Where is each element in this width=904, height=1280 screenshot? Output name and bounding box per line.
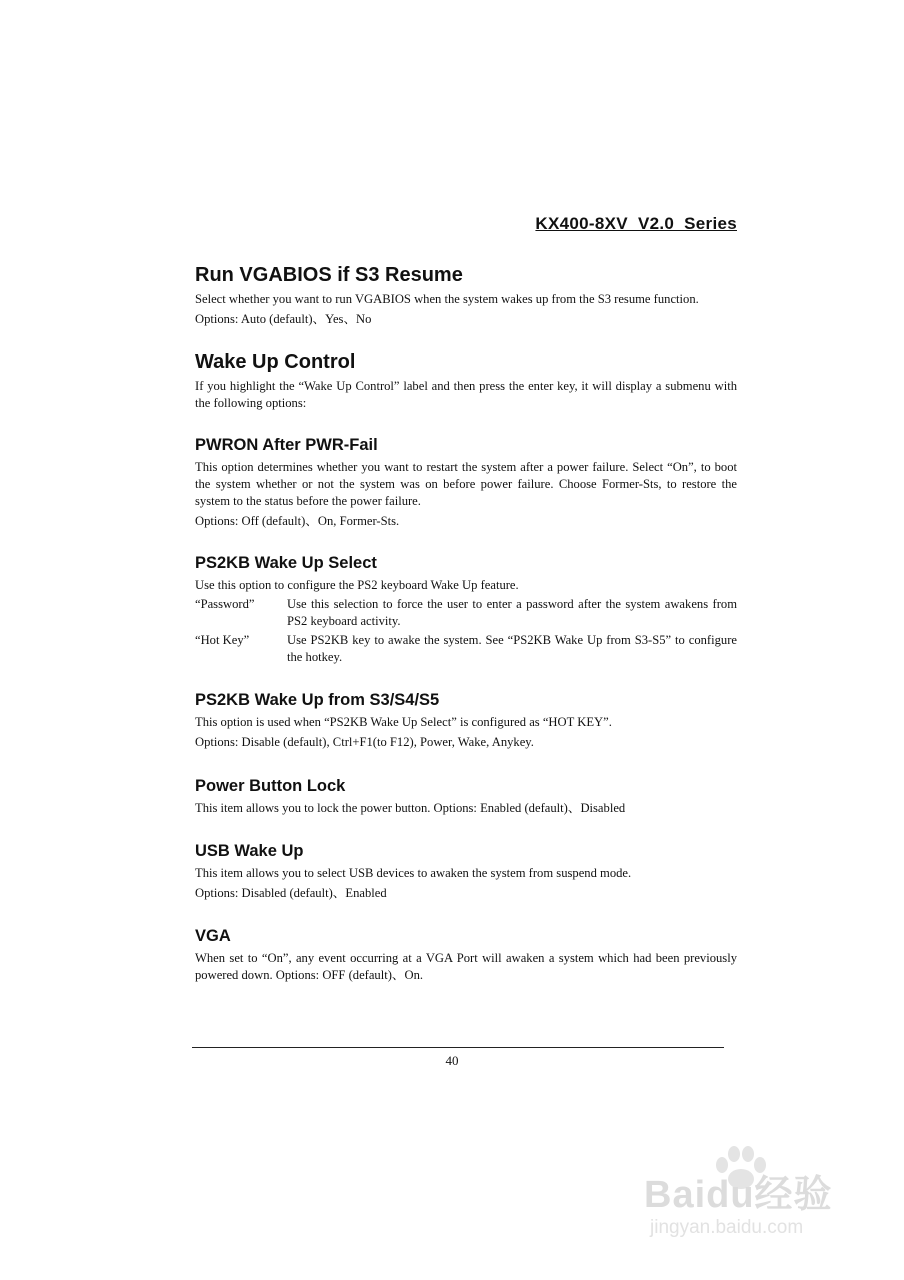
section-power-button-lock	[195, 775, 737, 817]
section-heading: Power Button Lock	[195, 777, 346, 795]
section-options: Options: Disabled (default)、Enabled	[195, 886, 387, 900]
section-ps2kb-wake-up-select	[195, 552, 737, 666]
option-term: “Password”	[195, 597, 255, 611]
section-heading: VGA	[195, 927, 231, 945]
section-heading: PS2KB Wake Up from S3/S4/S5	[195, 691, 440, 709]
section-heading: Run VGABIOS if S3 Resume	[195, 264, 463, 286]
section-heading: PWRON After PWR-Fail	[195, 436, 378, 454]
section-wake-up-control	[195, 349, 737, 412]
section-options: Options: Off (default)、On, Former-Sts.	[195, 514, 400, 528]
footer-divider	[192, 1047, 724, 1048]
section-heading: PS2KB Wake Up Select	[195, 554, 377, 572]
option-definition-row	[195, 596, 737, 630]
section-run-vgabios	[195, 262, 737, 328]
section-heading: Wake Up Control	[195, 351, 356, 373]
option-description: Use this selection to force the user to enter a password after the system awakens from PS2 keyboard activity.	[287, 597, 737, 628]
section-description: This item allows you to select USB devices to awaken the system from suspend mode.	[195, 866, 632, 880]
section-description: Use this option to configure the PS2 keyboard Wake Up feature.	[195, 578, 519, 592]
section-heading: USB Wake Up	[195, 842, 304, 860]
section-usb-wake-up	[195, 840, 737, 902]
section-options: Options: Disable (default), Ctrl+F1(to F12), Power, Wake, Anykey.	[195, 735, 534, 749]
section-options: Options: Auto (default)、Yes、No	[195, 312, 372, 326]
watermark-url: jingyan.baidu.com	[650, 1217, 804, 1238]
watermark-brand: Baidu经验	[644, 1174, 833, 1216]
section-description: This item allows you to lock the power button. Options: Enabled (default)、Disabled	[195, 801, 626, 815]
section-description: When set to “On”, any event occurring at a VGA Port will awaken a system which had been previously powered down. Options: OFF (default)、On.	[195, 951, 737, 982]
document-header-title: KX400-8XV V2.0 Series	[535, 214, 737, 233]
option-description: Use PS2KB key to awake the system. See “PS2KB Wake Up from S3-S5” to configure the hotkey.	[287, 633, 737, 664]
section-description: If you highlight the “Wake Up Control” label and then press the enter key, it will display a submenu with the following options:	[195, 379, 737, 410]
baidu-watermark	[644, 1145, 854, 1265]
section-pwron-after-pwr-fail	[195, 434, 737, 530]
option-definition-row	[195, 632, 737, 666]
section-description: This option is used when “PS2KB Wake Up Select” is configured as “HOT KEY”.	[195, 715, 612, 729]
section-description: Select whether you want to run VGABIOS when the system wakes up from the S3 resume function.	[195, 292, 699, 306]
page-number: 40	[445, 1053, 459, 1068]
section-description: This option determines whether you want to restart the system after a power failure. Select “On”, to boot the system whether or not the system was on before power failure. Choose Former-Sts, to restore the system to the status before the power failure.	[195, 460, 737, 508]
section-ps2kb-wake-up-from-s3-s5	[195, 689, 737, 751]
option-term: “Hot Key”	[195, 633, 250, 647]
section-vga	[195, 925, 737, 984]
